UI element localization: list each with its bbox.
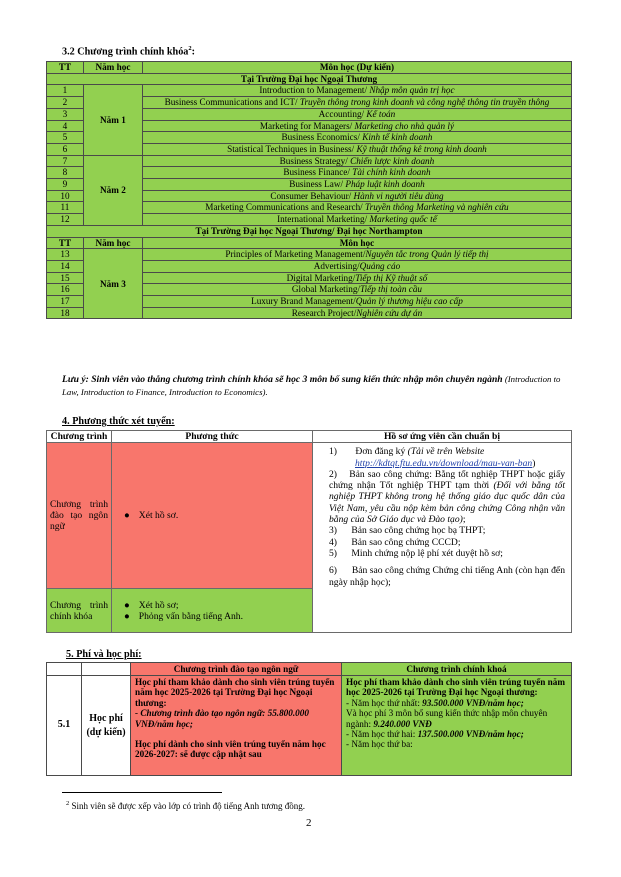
doc-3: 3) Bản sao công chứng học bạ THPT; (329, 525, 486, 537)
subject-cell: Business Law/ Pháp luật kinh doanh (142, 179, 571, 191)
curriculum-table (46, 61, 572, 319)
bullet-icon: ● (124, 599, 130, 611)
note-paragraph (62, 373, 562, 399)
subject-cell: Global Marketing/Tiếp thị toàn cầu (142, 284, 571, 296)
fee-blank-1 (47, 663, 82, 676)
lang-fee-intro: Học phí tham khảo dành cho sinh viên trúng tuyển năm học 2025-2026 tại Trường Đại học Ngoại thương: (135, 677, 335, 708)
lang-fee-amount: - Chương trình đào tạo ngôn ngữ: 55.800.000 VNĐ/năm học; (135, 708, 309, 729)
fee-header-language: Chương trình đào tạo ngôn ngữ (131, 663, 342, 676)
row-tt: 4 (47, 120, 84, 132)
subject-cell: Advertising/Quảng cáo (142, 260, 571, 272)
main-fee-year1: - Năm học thứ nhất: 93.500.000 VNĐ/năm học; (346, 697, 524, 708)
doc-6: 6) Bản sao công chứng Chứng chỉ tiếng Anh (còn hạn đến ngày nhập học); (329, 565, 568, 588)
footnote-divider (62, 792, 222, 793)
fee-row-number: 5.1 (47, 676, 82, 776)
row-tt: 3 (47, 108, 84, 120)
row-tt: 18 (47, 307, 84, 319)
main-fee-year3: - Năm học thứ ba: (346, 739, 413, 750)
group-title-northampton: Tại Trường Đại học Ngoại Thương/ Đại học Northampton (47, 225, 572, 237)
method-language: ● Xét hồ sơ. (112, 443, 313, 589)
doc-5: 5) Minh chứng nộp lệ phí xét duyệt hồ sơ; (329, 547, 503, 559)
footnote: $^2$ Sinh viên sẽ được xếp vào lớp có trình độ tiếng Anh tương đồng. (66, 800, 306, 811)
year-1-label: Năm 1 (83, 85, 142, 155)
row-tt: 9 (47, 179, 84, 191)
subject-cell: Luxury Brand Management/Quản lý thương hiệu cao cấp (142, 296, 571, 308)
method-main: ● Xét hồ sơ; ● Phỏng vấn bằng tiếng Anh. (112, 589, 313, 633)
row-tt: 10 (47, 190, 84, 202)
subject-cell: Statistical Techniques in Business/ Kỹ thuật thống kê trong kinh doanh (142, 143, 571, 155)
fee-table (46, 662, 572, 776)
main-fee-intro: Học phí tham khảo dành cho sinh viên trúng tuyển năm học 2025-2026 tại Trường Đại học Ngoại thương: (346, 677, 566, 698)
row-tt: 11 (47, 202, 84, 214)
row-tt: 1 (47, 85, 84, 97)
row-tt: 2 (47, 97, 84, 109)
subject-cell: Principles of Marketing Management/Nguyên tắc trong Quản lý tiếp thị (142, 249, 571, 261)
row-tt: 17 (47, 296, 84, 308)
section-3-2-title: 3.2 Chương trình chính khóa$^2$: (62, 45, 196, 58)
row-tt: 13 (47, 249, 84, 261)
section-4-title: 4. Phương thức xét tuyển: (62, 416, 175, 427)
row-tt: 12 (47, 214, 84, 226)
required-documents (313, 443, 572, 633)
row-tt: 15 (47, 272, 84, 284)
header-tt: TT (47, 62, 84, 74)
subject-cell: International Marketing/ Marketing quốc tế (142, 214, 571, 226)
group-title-ftu: Tại Trường Đại học Ngoại Thương (47, 73, 572, 85)
year-2-label: Năm 2 (83, 155, 142, 225)
download-link[interactable]: http://kdtqt.ftu.edu.vn/download/mau-van-ban (355, 457, 533, 469)
section-5-title: 5. Phí và học phí: (66, 649, 142, 660)
fee-blank-2 (82, 663, 131, 676)
subject-cell: Research Project/Nghiên cứu dự án (142, 307, 571, 319)
program-main: Chương trình chính khóa (47, 589, 112, 633)
row-tt: 16 (47, 284, 84, 296)
year-3-label: Năm 3 (83, 249, 142, 319)
fee-main-cell (342, 676, 572, 776)
lang-fee-update: Học phí dành cho sinh viên trúng tuyển năm học 2026-2027: sẽ được cập nhật sau (135, 739, 326, 760)
subject-cell: Marketing Communications and Research/ Truyền thông Marketing và nghiên cứu (142, 202, 571, 214)
doc-4: 4) Bản sao công chứng CCCD; (329, 536, 461, 548)
header2-subject: Môn học (142, 237, 571, 249)
adm-header-program: Chương trình (47, 431, 112, 443)
header2-year: Năm học (83, 237, 142, 249)
subject-cell: Business Communications and ICT/ Truyền thông trong kinh doanh và công nghệ thông tin truyền thông (142, 97, 571, 109)
fee-language-cell (131, 676, 342, 776)
subject-cell: Marketing for Managers/ Marketing cho nhà quản lý (142, 120, 571, 132)
main-fee-extra: Và học phí 3 môn bổ sung kiến thức nhập môn chuyên ngành: 9.240.000 VNĐ (346, 708, 548, 729)
subject-cell: Introduction to Management/ Nhập môn quản trị học (142, 85, 571, 97)
row-tt: 7 (47, 155, 84, 167)
main-fee-year2: - Năm học thứ hai: 137.500.000 VNĐ/năm học; (346, 729, 524, 740)
fee-header-main: Chương trình chính khoá (342, 663, 572, 676)
admission-table (46, 430, 572, 633)
doc-1: 1) Đơn đăng ký (Tải về trên Website http://kdtqt.ftu.edu.vn/download/mau-van-ban) (329, 446, 536, 469)
subject-cell: Business Finance/ Tài chính kinh doanh (142, 167, 571, 179)
row-tt: 6 (47, 143, 84, 155)
subject-cell: Business Strategy/ Chiến lược kinh doanh (142, 155, 571, 167)
adm-header-documents: Hồ sơ ứng viên cần chuẩn bị (313, 431, 572, 443)
doc-2: 2) Bản sao công chứng: Bằng tốt nghiệp THPT hoặc giấy chứng nhận Tốt nghiệp THPT tạm thời (Đối với bằng tốt nghiệp THPT không trong hệ thống giáo dục quốc dân của Việt Nam, yêu cầu nộp kèm bản công chứng Công nhận văn bằng của Sở Giáo dục và Đào tạo); (329, 468, 566, 526)
note-lead: Lưu ý: Sinh viên vào thẳng chương trình chính khóa sẽ học 3 môn bổ sung kiến thức nhập môn chuyên ngành (62, 374, 503, 385)
adm-header-method: Phương thức (112, 431, 313, 443)
subject-cell: Business Economics/ Kinh tế kinh doanh (142, 132, 571, 144)
header-year: Năm học (83, 62, 142, 74)
header2-tt: TT (47, 237, 84, 249)
page-number: 2 (306, 817, 312, 829)
bullet-icon: ● (124, 610, 130, 622)
bullet-icon: ● (124, 510, 130, 522)
note-courses: (Introduction to Law, Introduction to Finance, Introduction to Economics). (62, 374, 561, 397)
subject-cell: Accounting/ Kế toán (142, 108, 571, 120)
row-tt: 14 (47, 260, 84, 272)
subject-cell: Consumer Behaviour/ Hành vi người tiêu dùng (142, 190, 571, 202)
row-tt: 8 (47, 167, 84, 179)
row-tt: 5 (47, 132, 84, 144)
header-subject: Môn học (Dự kiến) (142, 62, 571, 74)
subject-cell: Digital Marketing/Tiếp thị Kỹ thuật số (142, 272, 571, 284)
fee-row-label: Học phí (dự kiến) (82, 676, 131, 776)
program-language: Chương trình đào tạo ngôn ngữ (47, 443, 112, 589)
